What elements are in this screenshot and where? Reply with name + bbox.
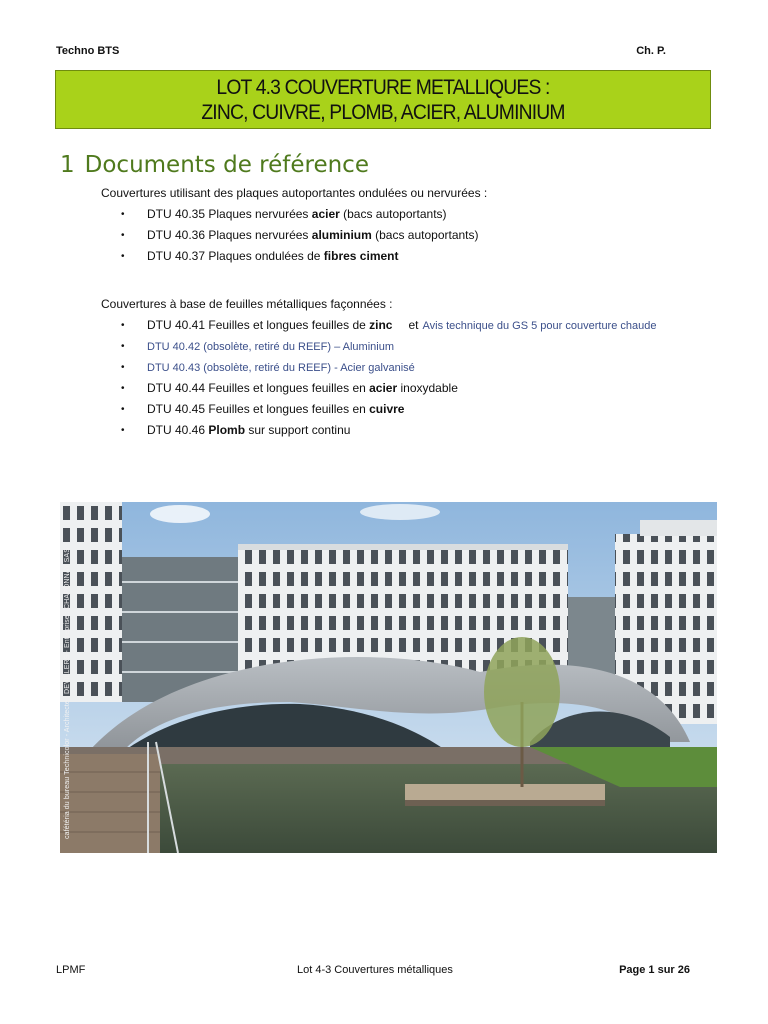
item-bold: acier bbox=[311, 207, 340, 221]
group2-list bbox=[101, 315, 657, 441]
list-item bbox=[101, 357, 657, 378]
bullet-icon: • bbox=[121, 404, 125, 415]
section-title: Documents de référence bbox=[84, 152, 369, 178]
title-box bbox=[55, 70, 711, 129]
building-photo bbox=[60, 502, 717, 853]
title-line-1: LOT 4.3 COUVERTURE METALLIQUES : bbox=[216, 76, 550, 99]
item-text: DTU 40.36 Plaques nervurées bbox=[147, 228, 312, 242]
list-item bbox=[101, 420, 657, 441]
title-line-2: ZINC, CUIVRE, PLOMB, ACIER, ALUMINIUM bbox=[201, 101, 565, 124]
list-item bbox=[101, 315, 657, 336]
item-text: (bacs autoportants) bbox=[371, 228, 479, 242]
item-text: inoxydable bbox=[397, 381, 458, 395]
list-item bbox=[101, 246, 479, 267]
item-text: DTU 40.45 Feuilles et longues feuilles en bbox=[147, 402, 370, 416]
group2-intro: Couvertures à base de feuilles métalliques façonnées : bbox=[101, 297, 393, 311]
bullet-icon: • bbox=[121, 230, 125, 241]
item-bold: cuivre bbox=[369, 402, 405, 416]
footer-left: LPMF bbox=[56, 964, 86, 976]
header-left: Techno BTS bbox=[56, 45, 120, 57]
list-item bbox=[101, 225, 479, 246]
photo-credit: cafétéria du bureau Technicolor - Architecte : DEVILLERS - Entreprise : CHAPONNAY SAS bbox=[64, 547, 71, 839]
section-number: 1 bbox=[60, 152, 75, 178]
item-text: DTU 40.44 Feuilles et longues feuilles en bbox=[147, 381, 370, 395]
list-item bbox=[101, 336, 657, 357]
section-heading bbox=[60, 152, 369, 178]
item-bold: Plomb bbox=[208, 423, 246, 437]
dtu-40-42-link[interactable]: DTU 40.42 (obsolète, retiré du REEF) – Aluminium bbox=[147, 341, 394, 353]
list-item bbox=[101, 378, 657, 399]
dtu-40-43-link[interactable]: DTU 40.43 (obsolète, retiré du REEF) - Acier galvanisé bbox=[147, 362, 415, 374]
bullet-icon: • bbox=[121, 383, 125, 394]
item-bold: aluminium bbox=[311, 228, 372, 242]
item-text: sur support continu bbox=[245, 423, 351, 437]
item-text: DTU 40.41 Feuilles et longues feuilles de bbox=[147, 318, 370, 332]
item-text: DTU 40.37 Plaques ondulées de bbox=[147, 249, 324, 263]
list-item bbox=[101, 204, 479, 225]
item-text: DTU 40.35 Plaques nervurées bbox=[147, 207, 312, 221]
bullet-icon: • bbox=[121, 341, 125, 352]
bullet-icon: • bbox=[121, 209, 125, 220]
bullet-icon: • bbox=[121, 362, 125, 373]
item-bold: acier bbox=[369, 381, 398, 395]
item-text: DTU 40.46 bbox=[147, 423, 209, 437]
avis-technique-link[interactable]: Avis technique du GS 5 pour couverture chaude bbox=[422, 320, 657, 332]
item-bold: zinc bbox=[369, 318, 393, 332]
header-right: Ch. P. bbox=[636, 45, 666, 57]
group1-list bbox=[101, 204, 479, 267]
item-text: et bbox=[408, 318, 419, 332]
item-text: (bacs autoportants) bbox=[339, 207, 447, 221]
building-illustration bbox=[60, 502, 717, 853]
item-bold: fibres ciment bbox=[323, 249, 399, 263]
bullet-icon: • bbox=[121, 425, 125, 436]
group1-intro: Couvertures utilisant des plaques autoportantes ondulées ou nervurées : bbox=[101, 186, 488, 200]
bullet-icon: • bbox=[121, 320, 125, 331]
footer-page-number: Page 1 sur 26 bbox=[619, 964, 690, 976]
bullet-icon: • bbox=[121, 251, 125, 262]
footer-center: Lot 4-3 Couvertures métalliques bbox=[297, 964, 453, 976]
list-item bbox=[101, 399, 657, 420]
